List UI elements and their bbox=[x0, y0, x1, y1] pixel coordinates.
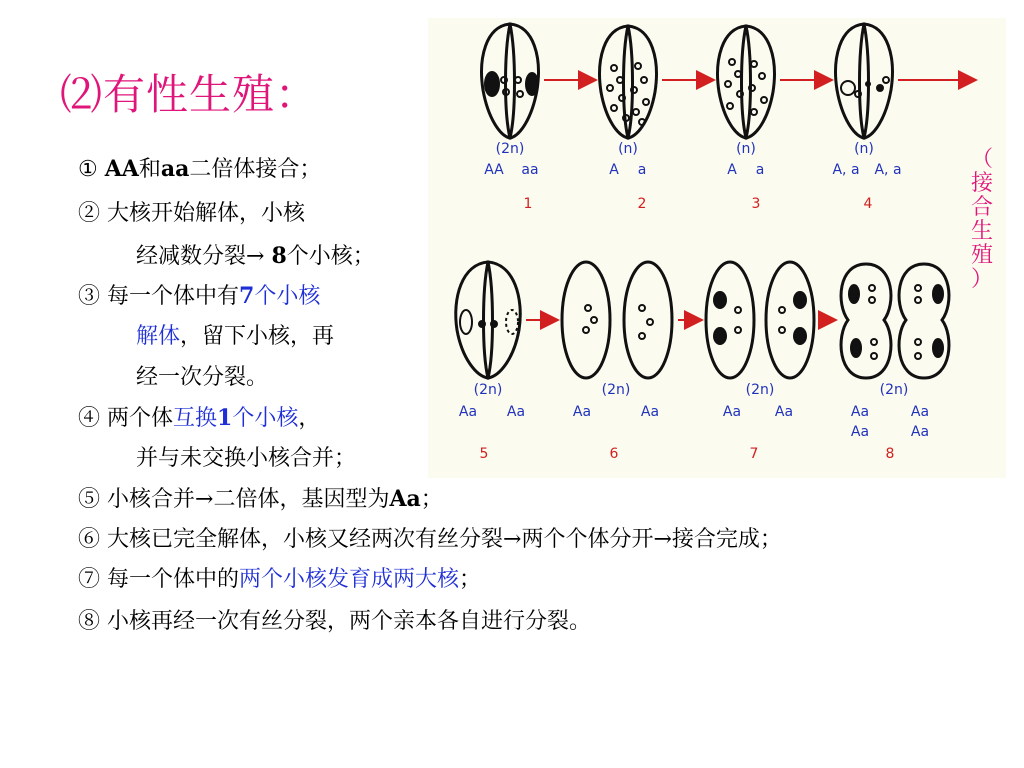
step-3-line-2 bbox=[136, 322, 334, 352]
side-label-char: 接 bbox=[970, 171, 993, 196]
highlight-number: 1 bbox=[217, 405, 233, 431]
stage-1-ploidy: (2n) bbox=[495, 141, 525, 157]
side-label-char: 合 bbox=[970, 195, 993, 220]
stage-6-cell-a bbox=[562, 262, 610, 378]
step-text: 并与未交换小核合并； bbox=[136, 446, 357, 471]
stage-7-cell-b bbox=[766, 262, 814, 378]
stage-4-ploidy: (n) bbox=[854, 141, 874, 157]
stage-2-gene-b: a bbox=[637, 162, 647, 178]
stage-5-gene-b: Aa bbox=[506, 404, 526, 420]
stage-7-gene-a: Aa bbox=[722, 404, 742, 420]
step-number-value: 8 bbox=[271, 243, 287, 269]
stage-6-ploidy: (2n) bbox=[601, 382, 631, 398]
stage-1-number: 1 bbox=[523, 196, 533, 212]
stage-5-number: 5 bbox=[479, 446, 489, 462]
step-text: 大核开始解体，小核 bbox=[107, 201, 306, 226]
stage-2-ploidy: (n) bbox=[618, 141, 638, 157]
step-4-line-2 bbox=[136, 444, 356, 474]
side-label-conjugation bbox=[962, 148, 1002, 292]
step-text: 小核再经一次有丝分裂，两个亲本各自进行分裂。 bbox=[107, 609, 592, 634]
side-label-char: 殖 bbox=[970, 243, 993, 268]
step-text: 和 bbox=[138, 157, 161, 182]
highlight-number: 7 bbox=[239, 283, 255, 309]
stage-8-gene-c: Aa bbox=[850, 424, 870, 440]
step-6 bbox=[78, 525, 782, 555]
stage-5-gene-a: Aa bbox=[458, 404, 478, 420]
step-number: ⑤ bbox=[78, 487, 101, 512]
stage-4-gene-b: A, a bbox=[874, 162, 902, 178]
stage-1-gene-a: AA bbox=[484, 162, 504, 178]
stage-5-cells bbox=[456, 262, 520, 378]
stage-2-gene-a: A bbox=[609, 162, 619, 178]
stage-3-gene-b: a bbox=[755, 162, 765, 178]
stage-1-gene-b: aa bbox=[521, 162, 539, 178]
stage-7-cell-a bbox=[706, 262, 754, 378]
step-number: ⑥ bbox=[78, 527, 101, 552]
stage-6-gene-b: Aa bbox=[640, 404, 660, 420]
step-text: ； bbox=[420, 487, 443, 512]
step-text: 每一个体中有 bbox=[107, 284, 240, 309]
step-4 bbox=[78, 403, 320, 434]
step-number: ⑦ bbox=[78, 567, 101, 592]
conjugation-figure bbox=[428, 18, 1006, 478]
step-3-line-3 bbox=[136, 363, 268, 393]
highlight-text: 互换 bbox=[173, 406, 218, 431]
step-text: 二倍体接合； bbox=[189, 157, 322, 182]
step-3 bbox=[78, 281, 320, 312]
side-label-char: （ bbox=[970, 147, 993, 172]
genotype-AA: AA bbox=[104, 156, 139, 182]
stage-3-ploidy: (n) bbox=[736, 141, 756, 157]
step-number: ① bbox=[78, 157, 98, 182]
stage-7-number: 7 bbox=[749, 446, 759, 462]
step-text: 个小核； bbox=[286, 244, 375, 269]
step-text: ； bbox=[459, 567, 482, 592]
stage-8-cell-b bbox=[899, 264, 949, 378]
stage-8-number: 8 bbox=[885, 446, 895, 462]
step-text: 每一个体中的 bbox=[107, 567, 240, 592]
side-label-char: 生 bbox=[970, 219, 993, 244]
highlight-text: 两个小核发育成两大核 bbox=[239, 567, 460, 592]
step-1 bbox=[78, 154, 321, 185]
step-text: ， bbox=[298, 406, 321, 431]
step-text: 大核已完全解体，小核又经两次有丝分裂→两个个体分开→接合完成； bbox=[107, 527, 782, 552]
stage-3-number: 3 bbox=[751, 196, 761, 212]
step-number: ④ bbox=[78, 406, 101, 431]
highlight-text: 个小核 bbox=[232, 406, 299, 431]
stage-6-gene-a: Aa bbox=[572, 404, 592, 420]
step-text: 小核合并→二倍体，基因型为 bbox=[107, 487, 390, 512]
stage-7-gene-b: Aa bbox=[774, 404, 794, 420]
step-text: 经一次分裂。 bbox=[136, 365, 269, 390]
page-title: ⑵有性生殖： bbox=[60, 70, 319, 119]
step-text: 两个体 bbox=[107, 406, 174, 431]
genotype-aa: aa bbox=[160, 156, 190, 182]
stage-8-gene-d: Aa bbox=[910, 424, 930, 440]
stage-2-number: 2 bbox=[637, 196, 647, 212]
highlight-text: 解体 bbox=[136, 324, 181, 349]
stage-8-gene-a: Aa bbox=[850, 404, 870, 420]
genotype-Aa: Aa bbox=[389, 486, 421, 512]
step-text: ，留下小核，再 bbox=[180, 324, 335, 349]
step-5 bbox=[78, 484, 443, 515]
step-number: ⑧ bbox=[78, 609, 101, 634]
conjugation-diagram bbox=[428, 18, 1006, 478]
step-number: ③ bbox=[78, 284, 101, 309]
stage-8-gene-b: Aa bbox=[910, 404, 930, 420]
stage-3-gene-a: A bbox=[727, 162, 737, 178]
stage-8-cell-a bbox=[841, 264, 891, 378]
stage-6-number: 6 bbox=[609, 446, 619, 462]
stage-7-ploidy: (2n) bbox=[745, 382, 775, 398]
step-7 bbox=[78, 565, 481, 595]
step-2-line-2 bbox=[136, 241, 375, 272]
side-label-char: ） bbox=[970, 267, 993, 292]
step-2 bbox=[78, 199, 305, 229]
stage-4-gene-a: A, a bbox=[832, 162, 860, 178]
step-text: 经减数分裂→ bbox=[136, 244, 272, 269]
stage-5-ploidy: (2n) bbox=[473, 382, 503, 398]
step-8 bbox=[78, 607, 591, 637]
stage-4-number: 4 bbox=[863, 196, 873, 212]
step-number: ② bbox=[78, 201, 101, 226]
highlight-text: 个小核 bbox=[254, 284, 321, 309]
stage-8-ploidy: (2n) bbox=[879, 382, 909, 398]
